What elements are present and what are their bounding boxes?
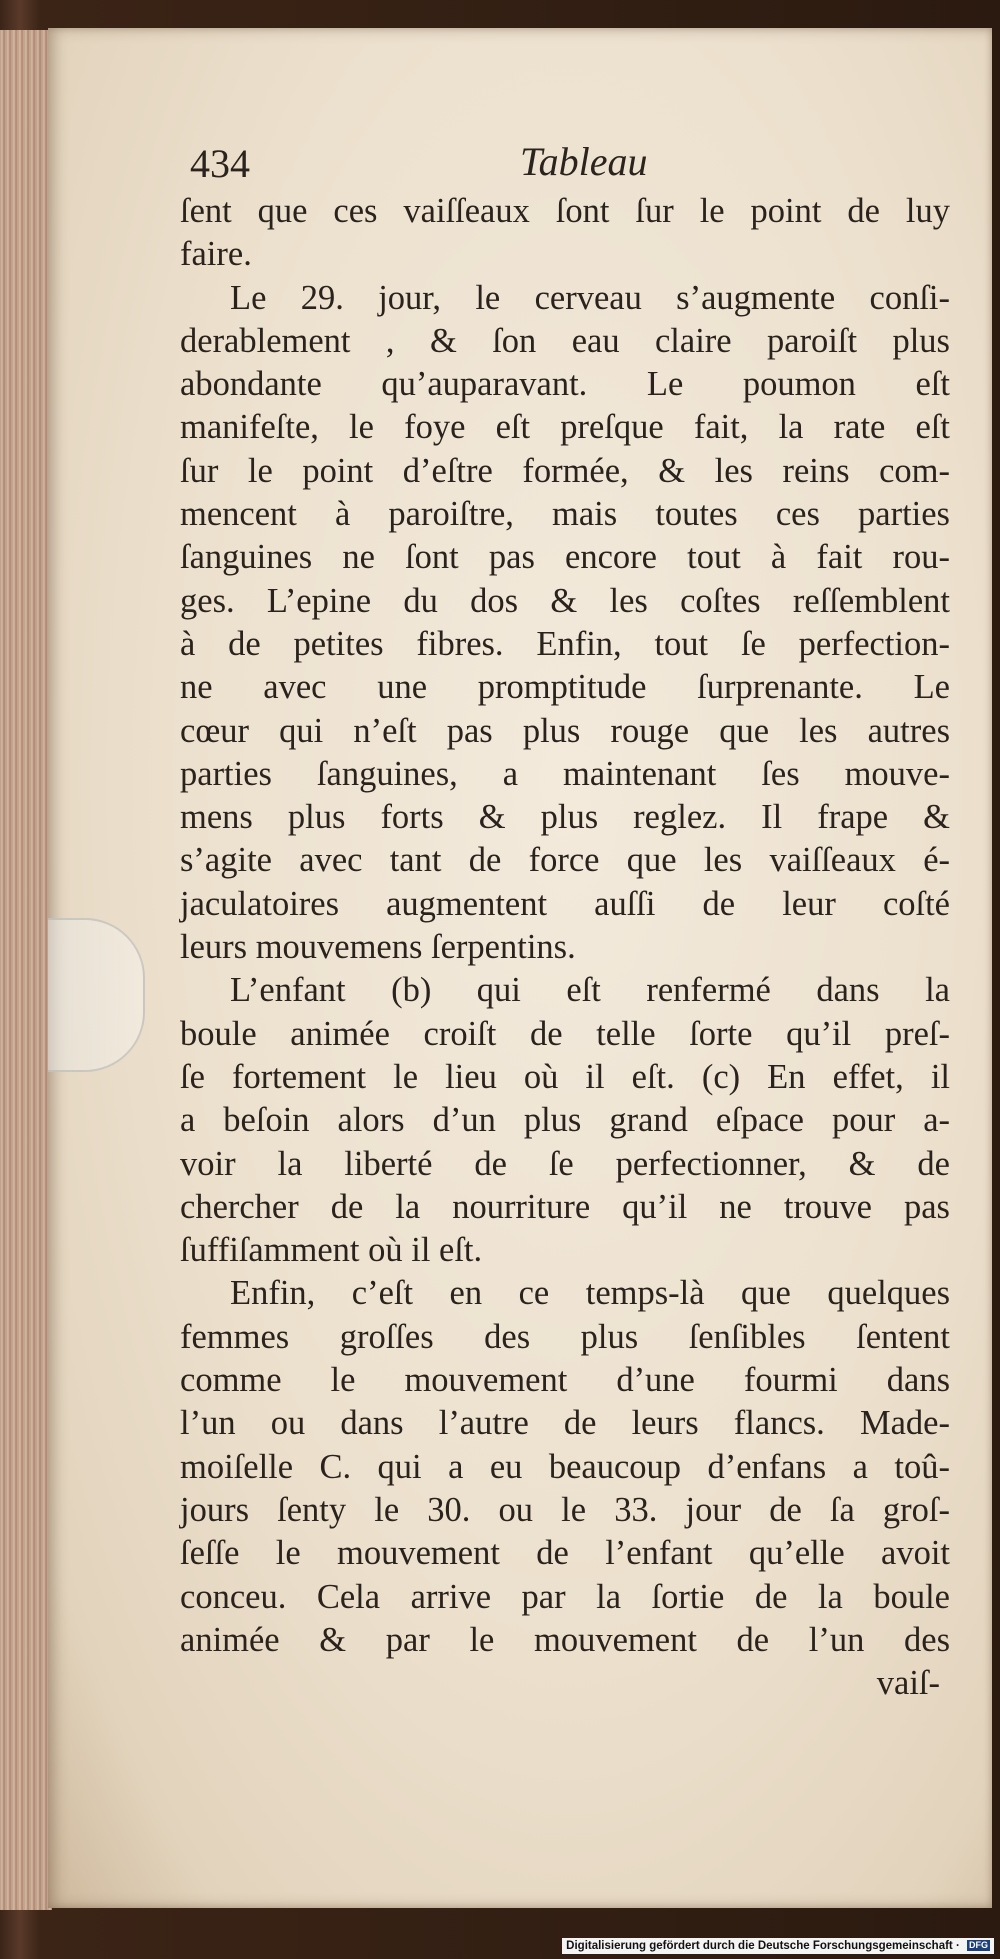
page-edges — [0, 30, 52, 1910]
text-line: cœur qui n’eſt pas plus rouge que les autres — [180, 711, 950, 750]
text-line: ſeſſe le mouvement de l’enfant qu’elle avoit — [180, 1534, 950, 1573]
text-line: à de petites fibres. Enfin, tout ſe perfection- — [180, 624, 950, 663]
text-line: ges. L’epine du dos & les coſtes reſſemblent — [180, 581, 950, 620]
text-line: jours ſenty le 30. ou le 33. jour de ſa groſ- — [180, 1490, 950, 1529]
text-line: Le 29. jour, le cerveau s’augmente conſi- — [230, 278, 950, 317]
text-line: voir la liberté de ſe perfectionner, & de — [180, 1144, 950, 1183]
credit-text: Digitalisierung gefördert durch die Deutsche Forschungsgemeinschaft · — [566, 1940, 960, 1952]
digitization-credit — [562, 1938, 994, 1954]
text-line: animée & par le mouvement de l’un des — [180, 1620, 950, 1659]
text-line: l’un ou dans l’autre de leurs flancs. Made- — [180, 1404, 950, 1443]
text-line: derablement , & ſon eau claire paroiſt plus — [180, 321, 950, 360]
text-line: chercher de la nourriture qu’il ne trouve pas — [180, 1187, 950, 1226]
text-line: ſuffiſamment où il eſt. — [180, 1231, 483, 1270]
text-line: moiſelle C. qui a eu beaucoup d’enfans a toû- — [180, 1447, 950, 1486]
text-line: mencent à paroiſtre, mais toutes ces parties — [180, 495, 950, 534]
text-line: ſe fortement le lieu où il eſt. (c) En effet, il — [180, 1057, 950, 1096]
dfg-logo: DFG — [969, 1940, 988, 1951]
text-line: a beſoin alors d’un plus grand eſpace pour a- — [180, 1101, 950, 1140]
text-line: boule animée croiſt de telle ſorte qu’il preſ- — [180, 1014, 950, 1053]
text-line: comme le mouvement d’une fourmi dans — [180, 1361, 950, 1400]
text-line: leurs mouvemens ſerpentins. — [180, 928, 576, 967]
text-line: parties ſanguines, a maintenant ſes mouve- — [180, 754, 950, 793]
text-line: ne avec une promptitude ſurprenante. Le — [180, 668, 950, 707]
text-line: faire. — [180, 235, 252, 274]
text-line: manifeſte, le foye eſt preſque fait, la rate eſt — [180, 408, 950, 447]
text-line: jaculatoires augmentent auſſi de leur coſté — [180, 884, 950, 923]
text-line: femmes groſſes des plus ſenſibles ſentent — [180, 1317, 950, 1356]
text-line: Enfin, c’eſt en ce temps-là que quelques — [230, 1274, 950, 1313]
running-title: Tableau — [520, 139, 648, 184]
text-line: L’enfant (b) qui eſt renfermé dans la — [230, 971, 950, 1010]
text-line: mens plus forts & plus reglez. Il frape & — [180, 798, 950, 837]
text-line: conceu. Cela arrive par la ſortie de la boule — [180, 1577, 950, 1616]
text-line: abondante qu’auparavant. Le poumon eſt — [180, 365, 950, 404]
catchword: vaiſ- — [876, 1664, 940, 1703]
text-line: ſur le point d’eſtre formée, & les reins com- — [180, 451, 950, 490]
page-number: 434 — [190, 141, 250, 186]
text-line: ſent que ces vaiſſeaux ſont ſur le point de luy — [180, 192, 950, 230]
page-clip — [48, 918, 145, 1072]
body-text — [180, 190, 950, 1705]
text-line: s’agite avec tant de force que les vaiſſeaux é- — [180, 841, 950, 880]
text-line: ſanguines ne ſont pas encore tout à fait rou- — [180, 538, 950, 577]
